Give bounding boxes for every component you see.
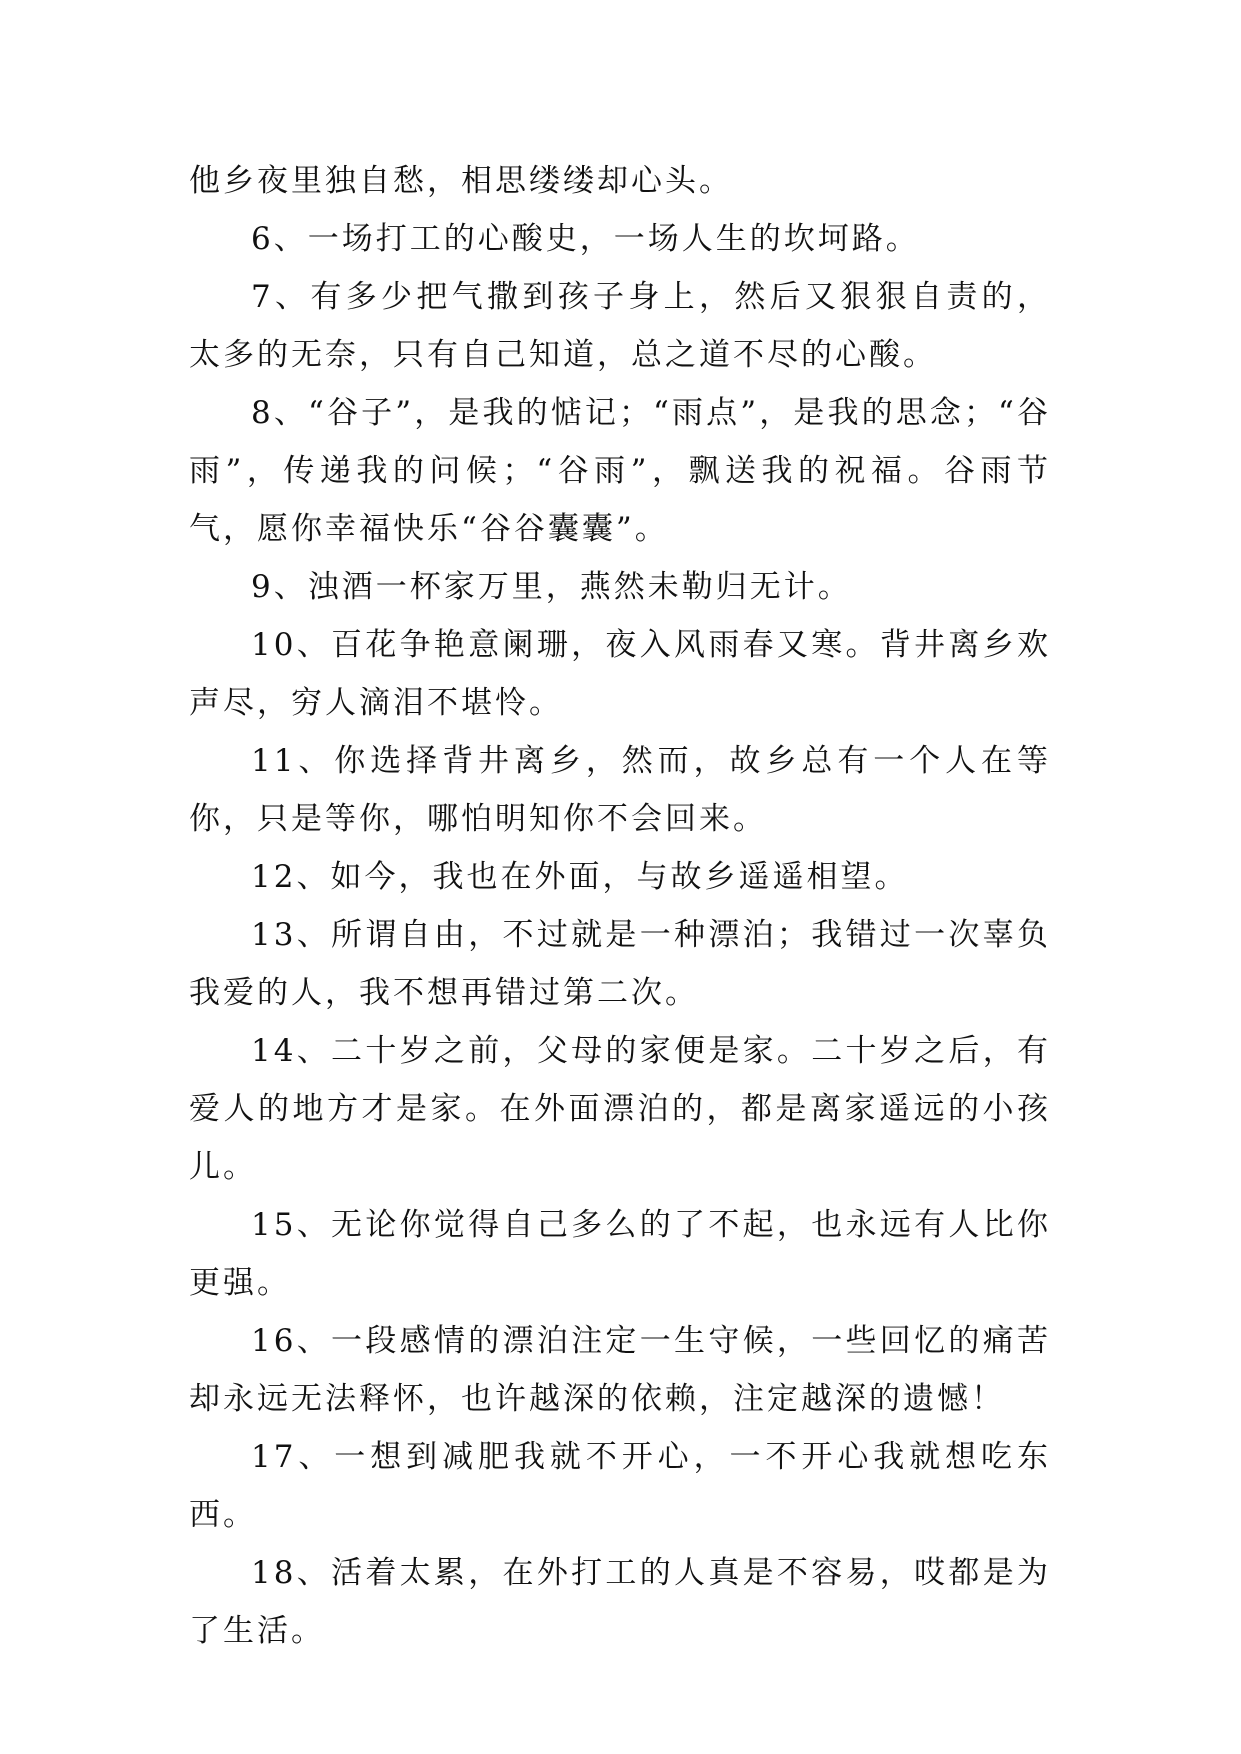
paragraph-item-13: 13、所谓自由，不过就是一种漂泊；我错过一次辜负我爱的人，我不想再错过第二次。 [189,917,1051,1011]
paragraph-item-8: 8、“谷子”，是我的惦记；“雨点”，是我的思念；“谷雨”，传递我的问候；“谷雨”，飘送我的祝福。谷雨节气，愿你幸福快乐“谷谷囊囊”。 [189,395,1051,547]
paragraph-item-11: 11、你选择背井离乡，然而，故乡总有一个人在等你，只是等你，哪怕明知你不会回来。 [189,743,1051,837]
paragraph-item-17: 17、一想到减肥我就不开心，一不开心我就想吃东西。 [189,1439,1051,1533]
paragraph-item-16: 16、一段感情的漂泊注定一生守候，一些回忆的痛苦却永远无法释怀，也许越深的依赖，注定越深的遗憾！ [189,1323,1051,1417]
document-body [189,152,1051,1660]
paragraph-item-9: 9、浊酒一杯家万里，燕然未勒归无计。 [251,569,852,605]
paragraph-item-7: 7、有多少把气撒到孩子身上，然后又狠狠自责的，太多的无奈，只有自己知道，总之道不尽的心酸。 [189,279,1051,373]
paragraph-item-18: 18、活着太累，在外打工的人真是不容易，哎都是为了生活。 [189,1555,1051,1649]
paragraph-item-6: 6、一场打工的心酸史，一场人生的坎坷路。 [251,221,920,257]
paragraph-item-15: 15、无论你觉得自己多么的了不起，也永远有人比你更强。 [189,1207,1051,1301]
paragraph-item-14: 14、二十岁之前，父母的家便是家。二十岁之后，有爱人的地方才是家。在外面漂泊的，都是离家遥远的小孩儿。 [189,1033,1051,1185]
paragraph-continuation: 他乡夜里独自愁，相思缕缕却心头。 [189,163,733,199]
paragraph-item-12: 12、如今，我也在外面，与故乡遥遥相望。 [251,859,909,895]
paragraph-item-10: 10、百花争艳意阑珊，夜入风雨春又寒。背井离乡欢声尽，穷人滴泪不堪怜。 [189,627,1051,721]
